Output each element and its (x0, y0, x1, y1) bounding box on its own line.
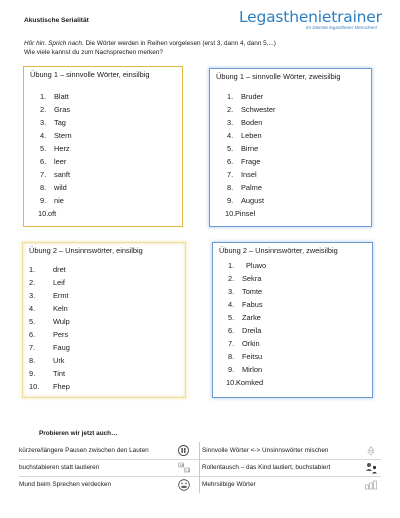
list-item: 10.oft (38, 209, 57, 218)
list-item: 10.Pinsel (225, 209, 256, 218)
role-swap-icon (364, 461, 378, 474)
list-item: 9. Tint (29, 369, 66, 378)
table-row (19, 476, 381, 493)
logo-tagline: Im Dienste legasthener Menschen! (306, 25, 377, 30)
tip-text: Mund beim Sprechen verdecken (19, 481, 112, 488)
list-item: 5. Herz (40, 144, 70, 153)
try-section-title: Probieren wir jetzt auch… (39, 430, 118, 437)
list-item: 5. Zarke (228, 313, 261, 322)
logo-wordmark: Legasthenietrainer (239, 8, 382, 26)
list-item: 1. Pluwo (228, 261, 267, 270)
list-item: 9. Mirlon (228, 365, 263, 374)
list-item: 7. Insel (227, 170, 257, 179)
exercise-box-4-nonsense-disyllabic (212, 242, 373, 398)
instructions (24, 40, 354, 58)
tip-text: buchstabieren statt lautieren (19, 464, 100, 471)
table-row (19, 459, 381, 476)
list-item: 5. Wulp (29, 317, 70, 326)
list-item: 3. Tomte (228, 287, 263, 296)
list-item: 10. Fhep (29, 382, 70, 391)
list-item: 3. Boden (227, 118, 263, 127)
instructions-line-2: Wie viele kannst du zum Nachsprechen merken? (24, 48, 163, 56)
word-list (29, 263, 70, 393)
list-item: 2. Sekra (228, 274, 262, 283)
tip-text: Rollentausch – das Kind lautiert, buchstabiert (202, 464, 331, 471)
svg-text:CD: CD (184, 468, 190, 473)
exercise-box-1-meaningful-monosyllabic (23, 66, 183, 227)
recycle-icon (364, 444, 378, 457)
list-item: 6. Frage (227, 157, 261, 166)
list-item: 3. Tag (40, 118, 66, 127)
list-item: 7. sanft (40, 170, 71, 179)
list-item: 3. Ermt (29, 291, 69, 300)
word-list (40, 90, 72, 220)
multisyllable-icon (364, 478, 378, 491)
exercise-box-title: Übung 2 – Unsinnswörter, einsilbig (29, 246, 143, 255)
instructions-italic: Hör hin. Sprich nach. (24, 40, 84, 47)
list-item: 6. Dreila (228, 326, 262, 335)
list-item: 1. Bruder (227, 92, 264, 101)
tip-text: Sinnvolle Wörter <-> Unsinnswörter mischen (202, 447, 329, 454)
list-item: 4. Keln (29, 304, 68, 313)
list-item: 8. wild (40, 183, 67, 192)
list-item: 10.Komked (226, 378, 264, 387)
covered-mouth-icon (177, 478, 190, 491)
exercise-box-3-nonsense-monosyllabic (22, 242, 186, 398)
exercise-box-title: Übung 2 – Unsinnswörter, zweisilbig (219, 246, 338, 255)
svg-text:AB: AB (179, 463, 184, 468)
exercise-box-title: Übung 1 – sinnvolle Wörter, einsilbig (30, 70, 150, 79)
list-item: 2. Leif (29, 278, 65, 287)
list-item: 1. dret (29, 265, 66, 274)
word-list (227, 90, 276, 220)
list-item: 4. Leben (227, 131, 262, 140)
table-row (19, 442, 381, 459)
list-item: 2. Schwester (227, 105, 276, 114)
instructions-line-1-rest: Die Wörter werden in Reihen vorgelesen (erst 3, dann 4, dann 5,...) (83, 40, 276, 47)
logo (239, 8, 382, 30)
list-item: 4. Stern (40, 131, 72, 140)
list-item: 8. Palme (227, 183, 262, 192)
pause-icon (177, 444, 190, 457)
list-item: 6. leer (40, 157, 67, 166)
exercise-box-2-meaningful-disyllabic (209, 68, 372, 227)
tips-table (19, 442, 381, 492)
letters-icon (177, 461, 190, 474)
exercise-box-title: Übung 1 – sinnvolle Wörter, zweisilbig (216, 72, 341, 81)
word-list (228, 259, 266, 389)
list-item: 7. Faug (29, 343, 70, 352)
list-item: 4. Fabus (228, 300, 263, 309)
tip-text: kürzere/längere Pausen zwischen den Lauten (19, 447, 149, 454)
instructions-line-1 (24, 40, 354, 49)
tip-text: Mehrsilbige Wörter (202, 481, 256, 488)
list-item: 8. Urk (29, 356, 65, 365)
list-item: 1. Blatt (40, 92, 69, 101)
list-item: 6. Pers (29, 330, 69, 339)
list-item: 9. August (227, 196, 265, 205)
page-title: Akustische Serialität (24, 17, 89, 24)
list-item: 9. nie (40, 196, 64, 205)
list-item: 2. Gras (40, 105, 71, 114)
list-item: 5. Birne (227, 144, 259, 153)
list-item: 7. Orkin (228, 339, 260, 348)
list-item: 8. Feitsu (228, 352, 263, 361)
